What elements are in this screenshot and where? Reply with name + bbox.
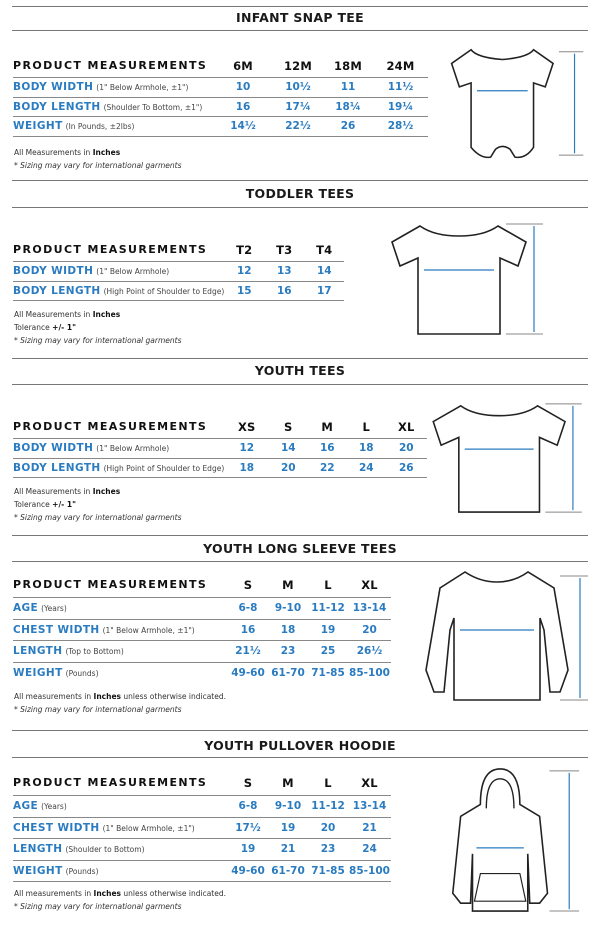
units-note bbox=[14, 146, 181, 159]
table-row bbox=[13, 641, 391, 663]
divider bbox=[12, 180, 588, 181]
table-row bbox=[13, 619, 391, 641]
measurements-table bbox=[13, 417, 427, 478]
row-label bbox=[13, 641, 228, 663]
table-row bbox=[13, 97, 428, 117]
disclaimer: * Sizing may vary for international garments bbox=[14, 513, 182, 522]
notes bbox=[14, 146, 181, 172]
size-header: T4 bbox=[304, 240, 344, 262]
section-title: YOUTH PULLOVER HOODIE bbox=[204, 738, 396, 753]
measurement-value: 26 bbox=[323, 117, 373, 137]
header-label: PRODUCT MEASUREMENTS bbox=[13, 574, 228, 598]
measurement-value: 20 bbox=[385, 439, 427, 459]
units-bold: Inches bbox=[92, 487, 121, 496]
table-row bbox=[13, 598, 391, 620]
units-suffix: unless otherwise indicated. bbox=[121, 692, 226, 701]
tolerance-prefix: Tolerance bbox=[14, 500, 53, 509]
measurement-value: 11 bbox=[323, 78, 373, 98]
measurement-value: 13-14 bbox=[348, 598, 391, 620]
divider bbox=[12, 358, 588, 359]
header-row bbox=[13, 574, 391, 598]
measurement-value: 6-8 bbox=[228, 796, 268, 818]
measurement-value: 28½ bbox=[373, 117, 428, 137]
row-label bbox=[13, 839, 228, 861]
units-bold: Inches bbox=[93, 692, 121, 701]
measurement-name: LENGTH bbox=[13, 645, 63, 658]
units-bold: Inches bbox=[92, 310, 121, 319]
measurement-name: BODY LENGTH bbox=[13, 100, 101, 113]
measurement-value: 14½ bbox=[213, 117, 273, 137]
measurement-value: 19 bbox=[268, 817, 308, 839]
measurement-value: 22½ bbox=[273, 117, 323, 137]
size-header: M bbox=[268, 574, 308, 598]
notes bbox=[14, 485, 181, 524]
table-row bbox=[13, 281, 344, 301]
measurement-value: 85-100 bbox=[349, 667, 390, 679]
table-row bbox=[13, 839, 391, 861]
measurement-value: 13 bbox=[264, 262, 304, 282]
tolerance-note bbox=[14, 321, 181, 334]
measurement-value: 85-100 bbox=[348, 860, 391, 882]
measurement-value: 12 bbox=[224, 262, 264, 282]
measurement-value: 19¼ bbox=[373, 97, 428, 117]
row-label bbox=[13, 817, 228, 839]
tolerance-note bbox=[14, 498, 181, 511]
measurement-note: (1" Below Armhole) bbox=[96, 267, 170, 277]
measurement-value: 16 bbox=[264, 281, 304, 301]
row-label bbox=[13, 458, 224, 478]
measurement-name: BODY WIDTH bbox=[13, 265, 94, 278]
measurement-value: 6-8 bbox=[228, 598, 268, 620]
measurement-value: 11-12 bbox=[308, 796, 348, 818]
disclaimer: * Sizing may vary for international garments bbox=[14, 336, 182, 345]
row-label bbox=[13, 262, 224, 282]
row-label bbox=[13, 117, 213, 137]
size-header: M bbox=[307, 417, 347, 439]
divider bbox=[12, 757, 588, 758]
row-label bbox=[13, 78, 213, 98]
measurement-name: BODY LENGTH bbox=[13, 461, 101, 474]
row-label bbox=[13, 598, 228, 620]
measurement-note: (Years) bbox=[41, 802, 67, 812]
measurement-note: (In Pounds, ±2lbs) bbox=[65, 122, 135, 132]
row-label bbox=[13, 860, 228, 882]
measurement-value: 19 bbox=[308, 619, 348, 641]
notes bbox=[14, 887, 226, 913]
measurement-name: CHEST WIDTH bbox=[13, 623, 100, 636]
measurement-note: (1" Below Armhole, ±1") bbox=[102, 823, 195, 833]
units-note bbox=[14, 887, 226, 900]
measurement-value: 17 bbox=[304, 281, 344, 301]
size-header: L bbox=[347, 417, 385, 439]
measurement-value: 12 bbox=[224, 439, 269, 459]
notes bbox=[14, 308, 181, 347]
header-label: PRODUCT MEASUREMENTS bbox=[13, 772, 228, 796]
size-header: XL bbox=[348, 772, 391, 796]
table-row bbox=[13, 662, 391, 684]
header-label: PRODUCT MEASUREMENTS bbox=[13, 417, 224, 439]
measurement-note: (Shoulder to Bottom) bbox=[65, 845, 145, 855]
measurement-value: 16 bbox=[228, 619, 268, 641]
measurement-value: 19 bbox=[228, 839, 268, 861]
measurement-value: 20 bbox=[308, 817, 348, 839]
section-title: YOUTH TEES bbox=[254, 363, 346, 378]
size-header: L bbox=[308, 772, 348, 796]
long-sleeve-shirt-icon bbox=[420, 560, 590, 710]
measurement-note: (Shoulder To Bottom, ±1") bbox=[103, 102, 203, 112]
table-row bbox=[13, 117, 428, 137]
units-prefix: All measurements in bbox=[14, 692, 94, 701]
measurement-note: (1" Below Armhole, ±1") bbox=[102, 625, 195, 635]
measurement-value: 25 bbox=[308, 641, 348, 663]
header-label: PRODUCT MEASUREMENTS bbox=[13, 240, 224, 262]
measurement-value: 10 bbox=[213, 78, 273, 98]
tolerance-value: +/- 1" bbox=[52, 323, 77, 332]
units-prefix: All Measurements in bbox=[14, 310, 93, 319]
header-label: PRODUCT MEASUREMENTS bbox=[13, 56, 213, 78]
row-label bbox=[13, 619, 228, 641]
units-bold: Inches bbox=[92, 148, 121, 157]
units-note bbox=[14, 485, 181, 498]
units-prefix: All Measurements in bbox=[14, 487, 93, 496]
measurement-name: WEIGHT bbox=[13, 667, 63, 679]
section-title: TODDLER TEES bbox=[245, 186, 355, 201]
measurements-table bbox=[13, 574, 391, 684]
measurement-name: BODY LENGTH bbox=[13, 284, 101, 297]
size-header: 6M bbox=[213, 56, 273, 78]
row-label bbox=[13, 439, 224, 459]
size-header: 24M bbox=[373, 56, 428, 78]
measurement-note: (High Point of Shoulder to Edge) bbox=[103, 463, 225, 473]
tolerance-prefix: Tolerance bbox=[14, 323, 53, 332]
size-header: M bbox=[268, 772, 308, 796]
divider bbox=[12, 384, 588, 385]
units-note bbox=[14, 308, 181, 321]
measurements-table bbox=[13, 240, 344, 301]
measurement-value: 14 bbox=[304, 262, 344, 282]
measurement-name: AGE bbox=[13, 602, 39, 615]
table-row bbox=[13, 817, 391, 839]
measurement-value: 16 bbox=[213, 97, 273, 117]
divider bbox=[12, 730, 588, 731]
measurement-note: (Pounds) bbox=[65, 866, 99, 876]
measurement-name: WEIGHT bbox=[13, 864, 63, 877]
disclaimer: * Sizing may vary for international garments bbox=[14, 902, 182, 911]
measurement-name: CHEST WIDTH bbox=[13, 821, 100, 834]
tolerance-value: +/- 1" bbox=[52, 500, 77, 509]
measurement-value: 26½ bbox=[348, 641, 391, 663]
size-header: S bbox=[228, 772, 268, 796]
measurement-value: 20 bbox=[269, 458, 307, 478]
measurement-note: (Pounds) bbox=[65, 669, 99, 678]
measurement-value: 20 bbox=[348, 619, 391, 641]
measurement-value: 23 bbox=[268, 641, 308, 663]
measurement-value: 9-10 bbox=[268, 598, 308, 620]
disclaimer: * Sizing may vary for international garments bbox=[14, 161, 182, 170]
measurement-name: LENGTH bbox=[13, 843, 63, 856]
size-header: S bbox=[228, 574, 268, 598]
units-prefix: All measurements in bbox=[14, 889, 94, 898]
size-header: T3 bbox=[264, 240, 304, 262]
measurement-value: 49-60 bbox=[231, 667, 265, 679]
measurement-value: 17½ bbox=[228, 817, 268, 839]
size-header: XL bbox=[348, 574, 391, 598]
row-label bbox=[13, 796, 228, 818]
measurement-value: 71-85 bbox=[308, 860, 348, 882]
divider bbox=[12, 30, 588, 31]
header-row bbox=[13, 240, 344, 262]
measurement-value: 16 bbox=[307, 439, 347, 459]
measurement-note: (1" Below Armhole) bbox=[96, 444, 170, 454]
measurement-value: 18¼ bbox=[323, 97, 373, 117]
divider bbox=[12, 535, 588, 536]
measurement-value: 71-85 bbox=[311, 667, 345, 679]
measurement-value: 61-70 bbox=[271, 667, 305, 679]
measurement-value: 11½ bbox=[373, 78, 428, 98]
size-header: 18M bbox=[323, 56, 373, 78]
tshirt-icon bbox=[388, 218, 548, 340]
size-header: XS bbox=[224, 417, 269, 439]
size-header: T2 bbox=[224, 240, 264, 262]
measurement-note: (High Point of Shoulder to Edge) bbox=[103, 286, 225, 296]
measurement-value: 13-14 bbox=[348, 796, 391, 818]
measurement-note: (Years) bbox=[41, 604, 67, 614]
size-header: 12M bbox=[273, 56, 323, 78]
header-row bbox=[13, 417, 427, 439]
units-note bbox=[14, 690, 226, 703]
measurements-table bbox=[13, 772, 391, 882]
size-header: XL bbox=[385, 417, 427, 439]
measurement-name: BODY WIDTH bbox=[13, 81, 94, 94]
row-label bbox=[13, 662, 228, 684]
header-row bbox=[13, 56, 428, 78]
section-title: YOUTH LONG SLEEVE TEES bbox=[203, 541, 397, 556]
units-suffix: unless otherwise indicated. bbox=[121, 889, 226, 898]
measurement-name: WEIGHT bbox=[13, 120, 63, 133]
table-row bbox=[13, 796, 391, 818]
units-prefix: All Measurements in bbox=[14, 148, 93, 157]
measurement-value: 18 bbox=[268, 619, 308, 641]
measurement-name: AGE bbox=[13, 800, 39, 813]
size-header: L bbox=[308, 574, 348, 598]
measurement-value: 49-60 bbox=[228, 860, 268, 882]
measurement-value: 15 bbox=[224, 281, 264, 301]
tshirt-icon bbox=[428, 398, 588, 518]
measurement-value: 24 bbox=[347, 458, 385, 478]
measurement-value: 21 bbox=[268, 839, 308, 861]
disclaimer: * Sizing may vary for international garments bbox=[14, 705, 182, 714]
divider bbox=[12, 207, 588, 208]
measurement-value: 26 bbox=[385, 458, 427, 478]
measurement-value: 21 bbox=[348, 817, 391, 839]
measurement-value: 11-12 bbox=[308, 598, 348, 620]
measurement-note: (Top to Bottom) bbox=[65, 647, 124, 657]
header-row bbox=[13, 772, 391, 796]
measurement-note: (1" Below Armhole, ±1") bbox=[96, 83, 189, 93]
onesie-icon bbox=[440, 40, 590, 162]
table-row bbox=[13, 78, 428, 98]
notes bbox=[14, 690, 226, 716]
hoodie-icon bbox=[430, 765, 590, 915]
measurement-value: 24 bbox=[348, 839, 391, 861]
size-header: S bbox=[269, 417, 307, 439]
measurement-value: 18 bbox=[224, 458, 269, 478]
measurement-name: BODY WIDTH bbox=[13, 442, 94, 455]
table-row bbox=[13, 439, 427, 459]
measurement-value: 61-70 bbox=[268, 860, 308, 882]
section-title: INFANT SNAP TEE bbox=[236, 10, 364, 25]
measurement-value: 14 bbox=[269, 439, 307, 459]
table-row bbox=[13, 262, 344, 282]
measurement-value: 18 bbox=[347, 439, 385, 459]
measurement-value: 22 bbox=[307, 458, 347, 478]
measurement-value: 10½ bbox=[273, 78, 323, 98]
units-bold: Inches bbox=[93, 889, 121, 898]
table-row bbox=[13, 458, 427, 478]
measurement-value: 9-10 bbox=[268, 796, 308, 818]
divider bbox=[12, 6, 588, 7]
row-label bbox=[13, 281, 224, 301]
measurement-value: 21½ bbox=[228, 641, 268, 663]
row-label bbox=[13, 97, 213, 117]
measurements-table bbox=[13, 56, 428, 137]
measurement-value: 17¼ bbox=[273, 97, 323, 117]
measurement-value: 23 bbox=[308, 839, 348, 861]
table-row bbox=[13, 860, 391, 882]
